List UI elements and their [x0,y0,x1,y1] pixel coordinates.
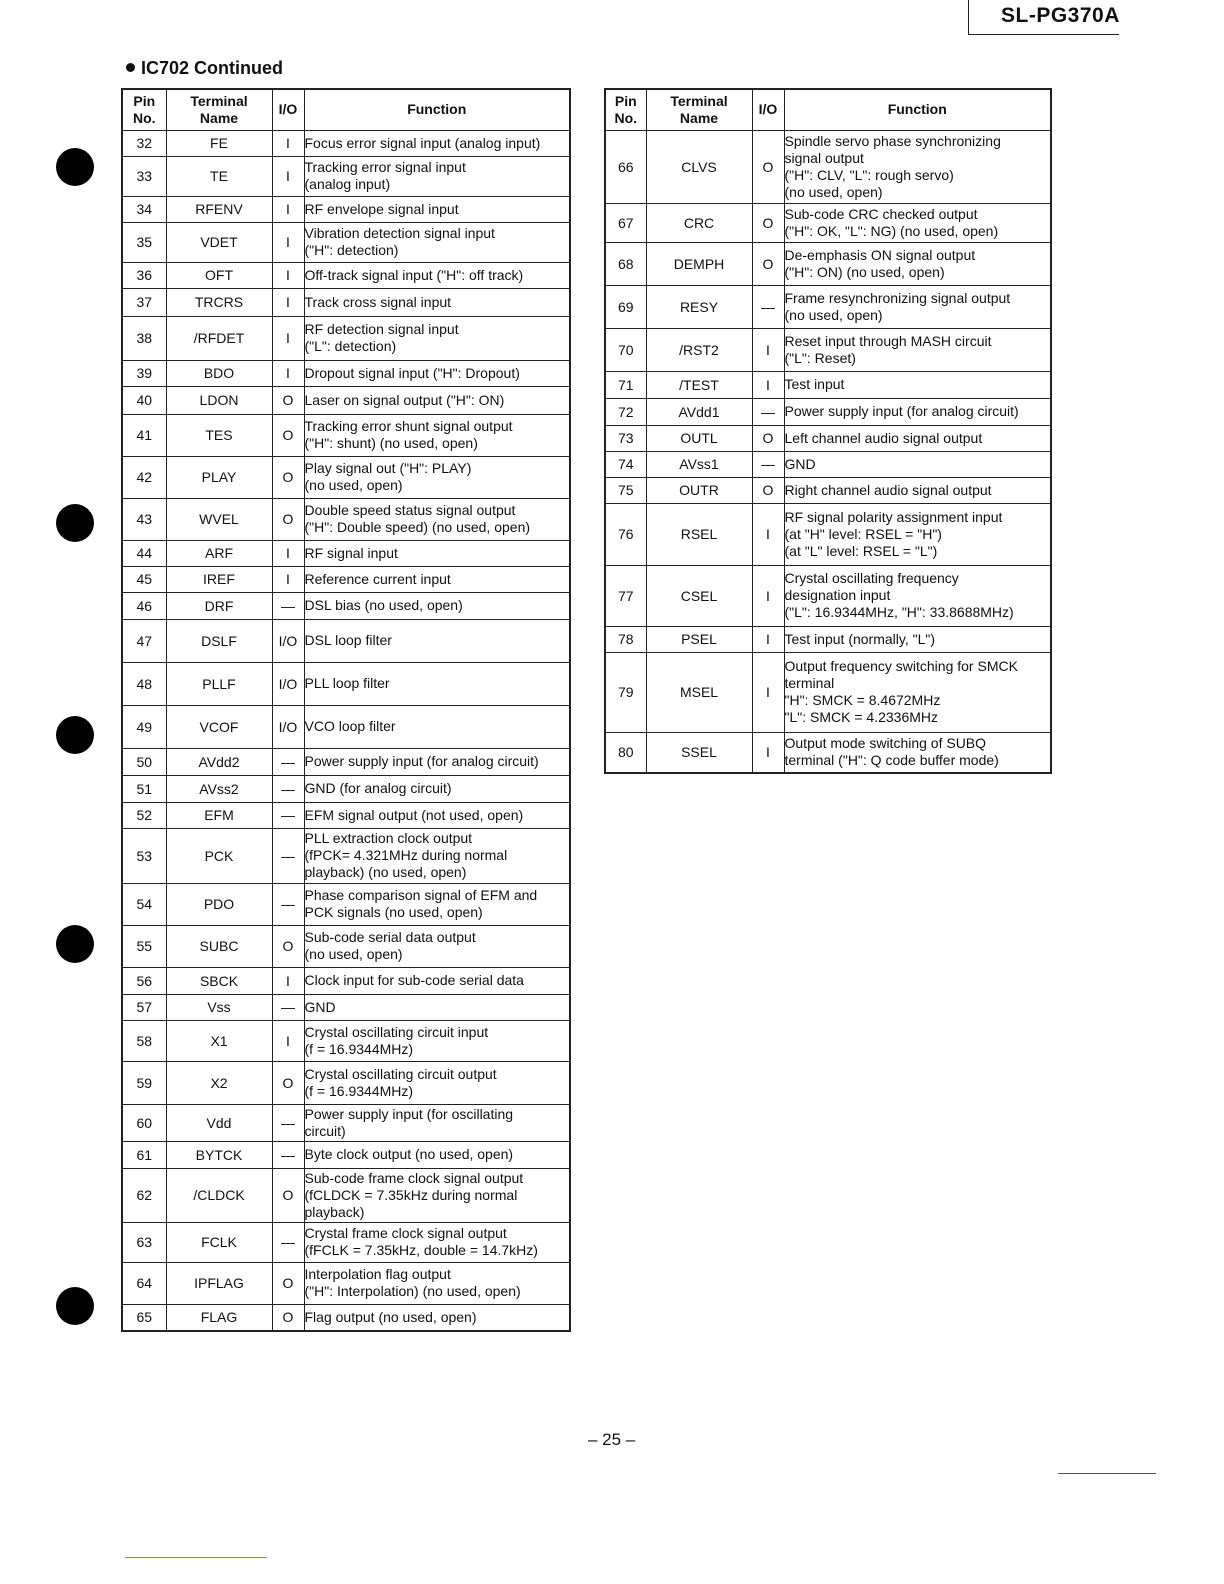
table-row [122,566,570,592]
table-row [122,498,570,540]
function-cell: Output mode switching of SUBQ terminal ("H": Q code buffer mode) [784,732,1051,773]
table-row [122,456,570,498]
terminal-name-cell: FCLK [166,1222,272,1262]
function-cell: Spindle servo phase synchronizing signal output ("H": CLV, "L": rough servo) (no used, open) [784,130,1051,203]
terminal-name-cell: TE [166,156,272,196]
pin-number-cell: 61 [122,1141,166,1168]
terminal-name-cell: LDON [166,386,272,414]
function-cell: Phase comparison signal of EFM and PCK signals (no used, open) [304,883,570,925]
pin-number-cell: 36 [122,262,166,288]
function-cell: Power supply input (for analog circuit) [304,748,570,775]
binder-hole-icon [56,1287,94,1325]
io-cell: — [272,775,304,802]
binder-hole-icon [56,716,94,754]
io-cell: O [752,477,784,503]
io-cell: O [272,1304,304,1331]
function-cell: RF signal polarity assignment input (at "H" level: RSEL = "H") (at "L" level: RSEL = "L") [784,503,1051,565]
table-row [605,203,1051,242]
io-cell: — [752,398,784,425]
pin-number-cell: 40 [122,386,166,414]
table-header-row [122,89,570,130]
binder-hole-icon [56,925,94,963]
table-row [605,477,1051,503]
table-row [122,156,570,196]
pin-number-cell: 34 [122,196,166,222]
table-row [605,371,1051,398]
function-cell: Reference current input [304,566,570,592]
terminal-name-cell: SSEL [646,732,752,773]
io-cell: I [272,196,304,222]
io-cell: O [752,425,784,451]
function-cell: Sub-code CRC checked output ("H": OK, "L": NG) (no used, open) [784,203,1051,242]
function-cell: RF signal input [304,540,570,566]
table-row [122,1304,570,1331]
pin-number-cell: 49 [122,705,166,748]
pin-number-cell: 58 [122,1020,166,1061]
pin-number-cell: 37 [122,288,166,316]
pin-number-cell: 66 [605,130,646,203]
function-cell: RF detection signal input ("L": detection) [304,316,570,360]
table-row [122,662,570,705]
function-cell: Power supply input (for oscillating circuit) [304,1104,570,1141]
io-cell: I [752,565,784,626]
terminal-name-cell: BYTCK [166,1141,272,1168]
pin-number-cell: 50 [122,748,166,775]
io-cell: I [752,328,784,371]
terminal-name-cell: /RFDET [166,316,272,360]
col-terminal-header: Terminal Name [166,89,272,130]
col-io-header: I/O [272,89,304,130]
terminal-name-cell: WVEL [166,498,272,540]
function-cell: Focus error signal input (analog input) [304,130,570,156]
function-cell: Reset input through MASH circuit ("L": Reset) [784,328,1051,371]
table-row [122,705,570,748]
terminal-name-cell: AVdd2 [166,748,272,775]
function-cell: Test input (normally, "L") [784,626,1051,652]
terminal-name-cell: Vdd [166,1104,272,1141]
io-cell: I [272,566,304,592]
pin-number-cell: 53 [122,828,166,883]
function-cell: Play signal out ("H": PLAY) (no used, open) [304,456,570,498]
function-cell: Tracking error shunt signal output ("H": shunt) (no used, open) [304,414,570,456]
pin-number-cell: 41 [122,414,166,456]
io-cell: I [272,288,304,316]
io-cell: O [272,498,304,540]
bullet-icon [126,63,135,72]
function-cell: RF envelope signal input [304,196,570,222]
terminal-name-cell: AVss1 [646,451,752,477]
pin-number-cell: 79 [605,652,646,732]
pin-number-cell: 62 [122,1168,166,1222]
function-cell: GND (for analog circuit) [304,775,570,802]
terminal-name-cell: RSEL [646,503,752,565]
function-cell: Vibration detection signal input ("H": detection) [304,222,570,262]
table-row [122,130,570,156]
table-row [122,967,570,994]
terminal-name-cell: EFM [166,802,272,828]
io-cell: — [272,828,304,883]
pin-number-cell: 64 [122,1262,166,1304]
table-row [122,1061,570,1104]
pin-number-cell: 78 [605,626,646,652]
terminal-name-cell: PDO [166,883,272,925]
pin-number-cell: 59 [122,1061,166,1104]
io-cell: — [272,994,304,1020]
pin-number-cell: 38 [122,316,166,360]
terminal-name-cell: X1 [166,1020,272,1061]
io-cell: I [752,503,784,565]
io-cell: — [752,451,784,477]
table-row [122,1141,570,1168]
terminal-name-cell: MSEL [646,652,752,732]
table-row [122,592,570,619]
table-row [122,222,570,262]
function-cell: Test input [784,371,1051,398]
io-cell: I [272,1020,304,1061]
io-cell: I [752,626,784,652]
function-cell: Crystal oscillating circuit input (f = 16.9344MHz) [304,1020,570,1061]
terminal-name-cell: /CLDCK [166,1168,272,1222]
terminal-name-cell: RESY [646,285,752,328]
io-cell: I/O [272,705,304,748]
terminal-name-cell: OFT [166,262,272,288]
io-cell: O [752,203,784,242]
table-row [122,414,570,456]
table-row [122,775,570,802]
io-cell: I [272,540,304,566]
pin-number-cell: 67 [605,203,646,242]
table-row [605,451,1051,477]
pin-number-cell: 45 [122,566,166,592]
function-cell: Flag output (no used, open) [304,1304,570,1331]
io-cell: O [752,242,784,285]
terminal-name-cell: CLVS [646,130,752,203]
table-row [605,130,1051,203]
io-cell: I/O [272,619,304,662]
pin-number-cell: 44 [122,540,166,566]
terminal-name-cell: AVdd1 [646,398,752,425]
pin-number-cell: 71 [605,371,646,398]
col-pin-header: Pin No. [122,89,166,130]
io-cell: — [272,1141,304,1168]
pin-number-cell: 65 [122,1304,166,1331]
table-row [122,802,570,828]
io-cell: I [272,222,304,262]
pin-number-cell: 48 [122,662,166,705]
function-cell: GND [784,451,1051,477]
function-cell: Right channel audio signal output [784,477,1051,503]
binder-hole-icon [56,504,94,542]
io-cell: — [272,883,304,925]
io-cell: O [272,386,304,414]
function-cell: Sub-code serial data output (no used, open) [304,925,570,967]
table-row [122,925,570,967]
io-cell: O [272,414,304,456]
terminal-name-cell: Vss [166,994,272,1020]
table-row [605,425,1051,451]
function-cell: Left channel audio signal output [784,425,1051,451]
function-cell: Power supply input (for analog circuit) [784,398,1051,425]
table-row [605,328,1051,371]
terminal-name-cell: DSLF [166,619,272,662]
function-cell: Crystal oscillating frequency designation input ("L": 16.9344MHz, "H": 33.8688MHz) [784,565,1051,626]
io-cell: — [272,802,304,828]
terminal-name-cell: PLLF [166,662,272,705]
function-cell: PLL loop filter [304,662,570,705]
terminal-name-cell: OUTL [646,425,752,451]
pin-number-cell: 39 [122,360,166,386]
table-row [122,1020,570,1061]
table-row [122,994,570,1020]
table-row [605,398,1051,425]
io-cell: I [272,967,304,994]
terminal-name-cell: FE [166,130,272,156]
table-row [122,1104,570,1141]
pin-number-cell: 57 [122,994,166,1020]
function-cell: Tracking error signal input (analog input) [304,156,570,196]
terminal-name-cell: PCK [166,828,272,883]
io-cell: I [272,360,304,386]
table-row [122,540,570,566]
divider [125,1557,267,1558]
table-row [122,288,570,316]
function-cell: VCO loop filter [304,705,570,748]
page-number: – 25 – [588,1430,636,1449]
pin-number-cell: 80 [605,732,646,773]
function-cell: Laser on signal output ("H": ON) [304,386,570,414]
pin-number-cell: 77 [605,565,646,626]
table-row [122,386,570,414]
col-terminal-header: Terminal Name [646,89,752,130]
function-cell: Crystal frame clock signal output (fFCLK = 7.35kHz, double = 14.7kHz) [304,1222,570,1262]
io-cell: O [752,130,784,203]
terminal-name-cell: DRF [166,592,272,619]
io-cell: I [752,732,784,773]
terminal-name-cell: AVss2 [166,775,272,802]
io-cell: O [272,1168,304,1222]
pin-number-cell: 55 [122,925,166,967]
function-cell: Dropout signal input ("H": Dropout) [304,360,570,386]
divider [1058,1473,1156,1474]
table-row [122,1262,570,1304]
pin-number-cell: 60 [122,1104,166,1141]
pin-number-cell: 73 [605,425,646,451]
terminal-name-cell: PLAY [166,456,272,498]
function-cell: DSL loop filter [304,619,570,662]
terminal-name-cell: CSEL [646,565,752,626]
pin-number-cell: 35 [122,222,166,262]
table-row [605,626,1051,652]
function-cell: Track cross signal input [304,288,570,316]
terminal-name-cell: DEMPH [646,242,752,285]
io-cell: I [272,316,304,360]
pin-number-cell: 72 [605,398,646,425]
terminal-name-cell: CRC [646,203,752,242]
pin-number-cell: 46 [122,592,166,619]
table-row [122,196,570,222]
table-row [605,503,1051,565]
table-row [122,883,570,925]
table-row [122,828,570,883]
io-cell: O [272,925,304,967]
function-cell: Byte clock output (no used, open) [304,1141,570,1168]
pin-number-cell: 32 [122,130,166,156]
io-cell: — [272,1222,304,1262]
terminal-name-cell: X2 [166,1061,272,1104]
table-header-row [605,89,1051,130]
terminal-name-cell: IREF [166,566,272,592]
pin-number-cell: 63 [122,1222,166,1262]
function-cell: DSL bias (no used, open) [304,592,570,619]
pin-number-cell: 43 [122,498,166,540]
pin-number-cell: 51 [122,775,166,802]
binder-hole-icon [56,148,94,186]
io-cell: — [752,285,784,328]
terminal-name-cell: OUTR [646,477,752,503]
pin-number-cell: 47 [122,619,166,662]
table-row [122,316,570,360]
pin-number-cell: 52 [122,802,166,828]
pin-number-cell: 69 [605,285,646,328]
table-row [122,262,570,288]
pin-table-left [121,88,571,1332]
pin-number-cell: 56 [122,967,166,994]
function-cell: Sub-code frame clock signal output (fCLDCK = 7.35kHz during normal playback) [304,1168,570,1222]
terminal-name-cell: PSEL [646,626,752,652]
terminal-name-cell: VDET [166,222,272,262]
function-cell: Off-track signal input ("H": off track) [304,262,570,288]
col-function-header: Function [304,89,570,130]
function-cell: Crystal oscillating circuit output (f = 16.9344MHz) [304,1061,570,1104]
col-pin-header: Pin No. [605,89,646,130]
table-row [605,242,1051,285]
pin-number-cell: 75 [605,477,646,503]
table-row [605,652,1051,732]
terminal-name-cell: IPFLAG [166,1262,272,1304]
section-title-text: IC702 Continued [141,58,284,78]
function-cell: GND [304,994,570,1020]
io-cell: I [272,156,304,196]
terminal-name-cell: ARF [166,540,272,566]
pin-number-cell: 42 [122,456,166,498]
function-cell: Output frequency switching for SMCK terminal "H": SMCK = 8.4672MHz "L": SMCK = 4.2336MHz [784,652,1051,732]
table-row [605,565,1051,626]
function-cell: PLL extraction clock output (fPCK= 4.321MHz during normal playback) (no used, open) [304,828,570,883]
terminal-name-cell: BDO [166,360,272,386]
function-cell: Clock input for sub-code serial data [304,967,570,994]
table-row [605,285,1051,328]
table-row [605,732,1051,773]
terminal-name-cell: FLAG [166,1304,272,1331]
col-io-header: I/O [752,89,784,130]
pin-number-cell: 68 [605,242,646,285]
model-number: SL-PG370A [1001,4,1120,27]
io-cell: I [752,371,784,398]
terminal-name-cell: SBCK [166,967,272,994]
terminal-name-cell: SUBC [166,925,272,967]
table-row [122,360,570,386]
io-cell: O [272,1061,304,1104]
io-cell: O [272,1262,304,1304]
terminal-name-cell: VCOF [166,705,272,748]
io-cell: — [272,748,304,775]
pin-number-cell: 54 [122,883,166,925]
io-cell: I [272,262,304,288]
io-cell: I [752,652,784,732]
io-cell: — [272,1104,304,1141]
pin-number-cell: 76 [605,503,646,565]
io-cell: — [272,592,304,619]
table-row [122,619,570,662]
pin-number-cell: 74 [605,451,646,477]
pin-table-right [604,88,1052,774]
table-row [122,1168,570,1222]
col-function-header: Function [784,89,1051,130]
function-cell: Interpolation flag output ("H": Interpolation) (no used, open) [304,1262,570,1304]
function-cell: De-emphasis ON signal output ("H": ON) (no used, open) [784,242,1051,285]
terminal-name-cell: /TEST [646,371,752,398]
terminal-name-cell: RFENV [166,196,272,222]
function-cell: Frame resynchronizing signal output (no used, open) [784,285,1051,328]
io-cell: O [272,456,304,498]
pin-number-cell: 33 [122,156,166,196]
terminal-name-cell: /RST2 [646,328,752,371]
io-cell: I [272,130,304,156]
terminal-name-cell: TES [166,414,272,456]
pin-number-cell: 70 [605,328,646,371]
table-row [122,1222,570,1262]
function-cell: EFM signal output (not used, open) [304,802,570,828]
section-title [126,58,283,79]
terminal-name-cell: TRCRS [166,288,272,316]
io-cell: I/O [272,662,304,705]
table-row [122,748,570,775]
function-cell: Double speed status signal output ("H": Double speed) (no used, open) [304,498,570,540]
